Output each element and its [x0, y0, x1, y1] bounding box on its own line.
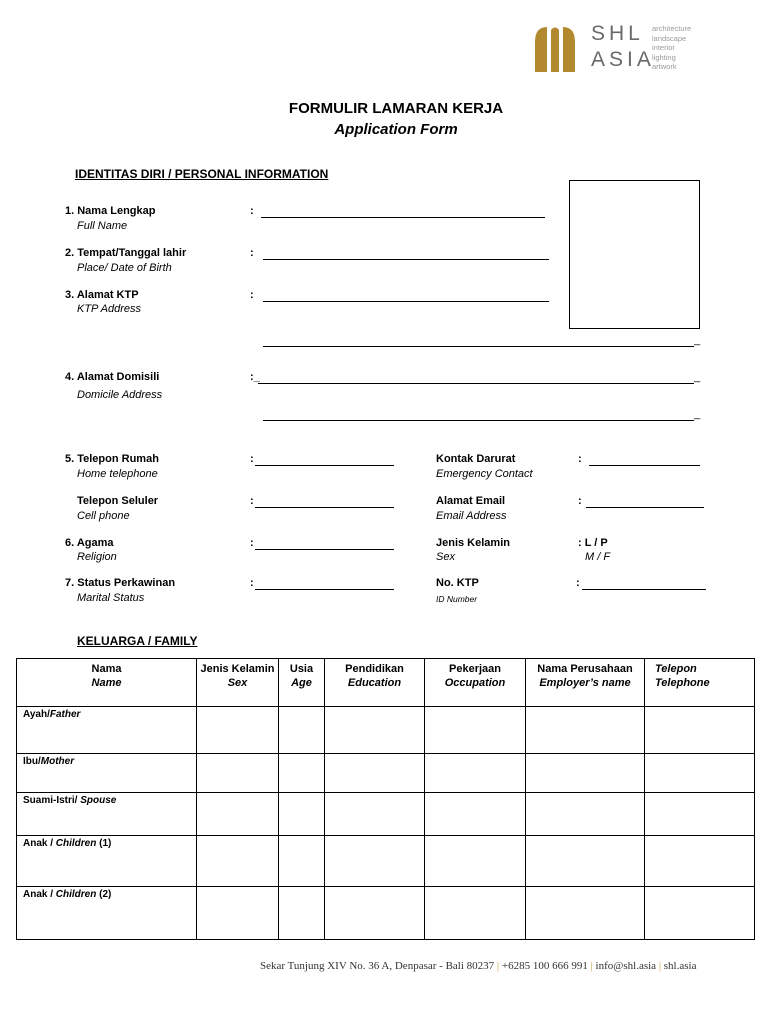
domicile-line-end: _ — [694, 371, 701, 383]
col-header-education — [325, 659, 425, 707]
table-cell[interactable] — [645, 836, 755, 887]
birth-colon: : — [250, 247, 254, 259]
footer-separator: | — [658, 960, 662, 972]
birth-sublabel: Place/ Date of Birth — [77, 262, 172, 274]
col-header-occupation-id: Pekerjaan — [449, 663, 501, 675]
sex-options[interactable]: : L / P — [578, 537, 608, 549]
domicile-field-2[interactable] — [263, 420, 694, 421]
table-cell[interactable] — [425, 887, 526, 940]
full-name-label: 1. Nama Lengkap — [65, 205, 156, 217]
ktp-address-label: 3. Alamat KTP — [65, 289, 139, 301]
table-cell[interactable] — [325, 836, 425, 887]
cell-phone-colon: : — [250, 495, 254, 507]
sex-label: Jenis Kelamin — [436, 537, 510, 549]
col-header-telephone — [645, 659, 755, 707]
marital-label: 7. Status Perkawinan — [65, 577, 176, 589]
table-cell[interactable] — [425, 707, 526, 754]
col-header-name-en: Name — [91, 677, 122, 689]
table-cell[interactable] — [197, 754, 279, 793]
ktp-address-field-2[interactable] — [263, 346, 694, 347]
col-header-employer — [526, 659, 645, 707]
company-logo — [531, 24, 711, 78]
col-header-education-id: Pendidikan — [345, 663, 404, 675]
marital-colon: : — [250, 577, 254, 589]
col-header-sex-id: Jenis Kelamin — [200, 663, 275, 675]
id-number-label: No. KTP — [436, 577, 479, 589]
home-phone-field[interactable] — [255, 465, 394, 466]
row-label-suffix: (2) — [96, 889, 112, 900]
shl-logo-mark-icon — [531, 24, 579, 74]
birth-label: 2. Tempat/Tanggal lahir — [65, 247, 187, 259]
domicile-line-end-2: _ — [694, 408, 701, 420]
religion-colon: : — [250, 537, 254, 549]
home-phone-sublabel: Home telephone — [77, 468, 158, 480]
col-header-sex — [197, 659, 279, 707]
logo-brand-line2: ASIA — [591, 48, 655, 71]
table-cell[interactable] — [197, 707, 279, 754]
marital-sublabel: Marital Status — [77, 592, 145, 604]
table-cell[interactable] — [279, 836, 325, 887]
footer-separator: | — [590, 960, 593, 972]
table-cell[interactable] — [645, 793, 755, 836]
logo-brand-line1: SHL — [591, 22, 644, 45]
col-header-employer-en: Employer’s name — [539, 677, 631, 689]
full-name-sublabel: Full Name — [77, 220, 128, 232]
row-label-child-2 — [17, 887, 197, 940]
col-header-telephone-id: Telepon — [655, 663, 697, 675]
row-label-child-1 — [17, 836, 197, 887]
email-sublabel: Email Address — [436, 510, 507, 522]
col-header-age — [279, 659, 325, 707]
logo-tag-item: artwork — [652, 62, 677, 71]
table-row — [17, 887, 755, 940]
footer-phone: +6285 100 666 991 — [501, 960, 588, 972]
table-cell[interactable] — [279, 887, 325, 940]
photo-box — [569, 180, 700, 329]
table-cell[interactable] — [526, 887, 645, 940]
email-colon: : — [578, 495, 582, 507]
form-subtitle: Application Form — [334, 121, 458, 138]
table-cell[interactable] — [279, 707, 325, 754]
table-cell[interactable] — [325, 887, 425, 940]
footer-contact — [260, 960, 696, 972]
emergency-field[interactable] — [589, 465, 700, 466]
footer-address: Sekar Tunjung XIV No. 36 A, Denpasar - Bali 80237 — [260, 960, 495, 972]
ktp-address-line-end: _ — [694, 334, 701, 346]
table-cell[interactable] — [425, 754, 526, 793]
col-header-telephone-en: Telephone — [655, 677, 710, 689]
id-number-sublabel: ID Number — [436, 594, 478, 604]
marital-field[interactable] — [255, 589, 394, 590]
logo-tag-item: landscape — [652, 33, 687, 43]
sex-sublabel: Sex — [436, 551, 455, 563]
col-header-age-id: Usia — [289, 663, 314, 675]
full-name-field[interactable] — [261, 217, 545, 218]
religion-label: 6. Agama — [65, 537, 114, 549]
table-cell[interactable] — [279, 754, 325, 793]
table-cell[interactable] — [645, 887, 755, 940]
row-label-mother — [17, 754, 197, 793]
table-cell[interactable] — [425, 793, 526, 836]
religion-field[interactable] — [255, 549, 394, 550]
family-table — [16, 658, 755, 940]
logo-tag-item: interior — [652, 43, 675, 52]
cell-phone-field[interactable] — [255, 507, 394, 508]
family-header-row — [17, 659, 755, 707]
emergency-sublabel: Emergency Contact — [436, 468, 533, 480]
col-header-name — [17, 659, 197, 707]
ktp-address-field-1[interactable] — [263, 301, 549, 302]
table-cell[interactable] — [325, 793, 425, 836]
row-label-en: Children — [55, 889, 97, 900]
table-cell[interactable] — [526, 707, 645, 754]
id-number-field[interactable] — [582, 589, 706, 590]
email-field[interactable] — [586, 507, 704, 508]
footer-website[interactable]: shl.asia — [663, 960, 697, 972]
emergency-label: Kontak Darurat — [436, 453, 516, 465]
domicile-label: 4. Alamat Domisili — [65, 371, 160, 383]
family-section-title: KELUARGA / FAMILY — [77, 634, 198, 648]
full-name-colon: : — [250, 205, 254, 217]
logo-tag-item: lighting — [652, 52, 676, 62]
row-label-id: Anak / — [23, 838, 56, 849]
cell-phone-label: Telepon Seluler — [77, 495, 159, 507]
row-label-father — [17, 707, 197, 754]
table-cell[interactable] — [645, 707, 755, 754]
domicile-sublabel: Domicile Address — [77, 389, 163, 401]
sex-options-en: M / F — [585, 551, 611, 563]
emergency-colon: : — [578, 453, 582, 465]
cell-phone-sublabel: Cell phone — [77, 510, 130, 522]
id-number-colon: : — [576, 577, 580, 589]
domicile-field-1[interactable] — [258, 383, 694, 384]
col-header-sex-en: Sex — [227, 677, 248, 689]
row-label-spouse — [17, 793, 197, 836]
row-label-id: Ayah/ — [23, 709, 50, 720]
table-row — [17, 836, 755, 887]
table-cell[interactable] — [279, 793, 325, 836]
col-header-education-en: Education — [347, 677, 402, 689]
footer-email[interactable]: info@shl.asia — [595, 960, 657, 972]
footer-separator: | — [496, 960, 500, 972]
table-cell[interactable] — [526, 793, 645, 836]
email-label: Alamat Email — [436, 495, 506, 507]
row-label-en: Father — [49, 709, 81, 720]
table-row — [17, 793, 755, 836]
table-cell[interactable] — [425, 836, 526, 887]
ktp-address-sublabel: KTP Address — [77, 303, 141, 315]
col-header-age-en: Age — [291, 677, 312, 689]
home-phone-colon: : — [250, 453, 254, 465]
row-label-id: Anak / — [23, 889, 56, 900]
col-header-name-id: Nama — [91, 663, 122, 675]
table-cell[interactable] — [197, 887, 279, 940]
table-row — [17, 707, 755, 754]
table-cell[interactable] — [197, 836, 279, 887]
row-label-suffix: (1) — [96, 838, 112, 849]
table-cell[interactable] — [325, 707, 425, 754]
table-cell[interactable] — [526, 754, 645, 793]
religion-sublabel: Religion — [77, 551, 117, 563]
row-label-en: Spouse — [80, 795, 117, 806]
logo-tag-item: architecture — [652, 24, 692, 33]
birth-field[interactable] — [263, 259, 549, 260]
domicile-colon: :_ — [250, 371, 260, 383]
row-label-id: Suami-Istri/ — [23, 795, 81, 806]
personal-section-title: IDENTITAS DIRI / PERSONAL INFORMATION — [75, 167, 329, 181]
col-header-occupation-en: Occupation — [444, 677, 506, 689]
home-phone-label: 5. Telepon Rumah — [65, 453, 159, 465]
form-title: FORMULIR LAMARAN KERJA — [288, 100, 504, 117]
logo-tagline — [652, 24, 691, 72]
table-cell[interactable] — [645, 754, 755, 793]
col-header-employer-id: Nama Perusahaan — [537, 663, 633, 675]
ktp-address-colon: : — [250, 289, 254, 301]
table-row — [17, 754, 755, 793]
table-cell[interactable] — [197, 793, 279, 836]
table-cell[interactable] — [526, 836, 645, 887]
row-label-en: Mother — [40, 756, 75, 767]
row-label-id: Ibu/ — [23, 756, 41, 767]
row-label-en: Children — [55, 838, 97, 849]
table-cell[interactable] — [325, 754, 425, 793]
col-header-occupation — [425, 659, 526, 707]
